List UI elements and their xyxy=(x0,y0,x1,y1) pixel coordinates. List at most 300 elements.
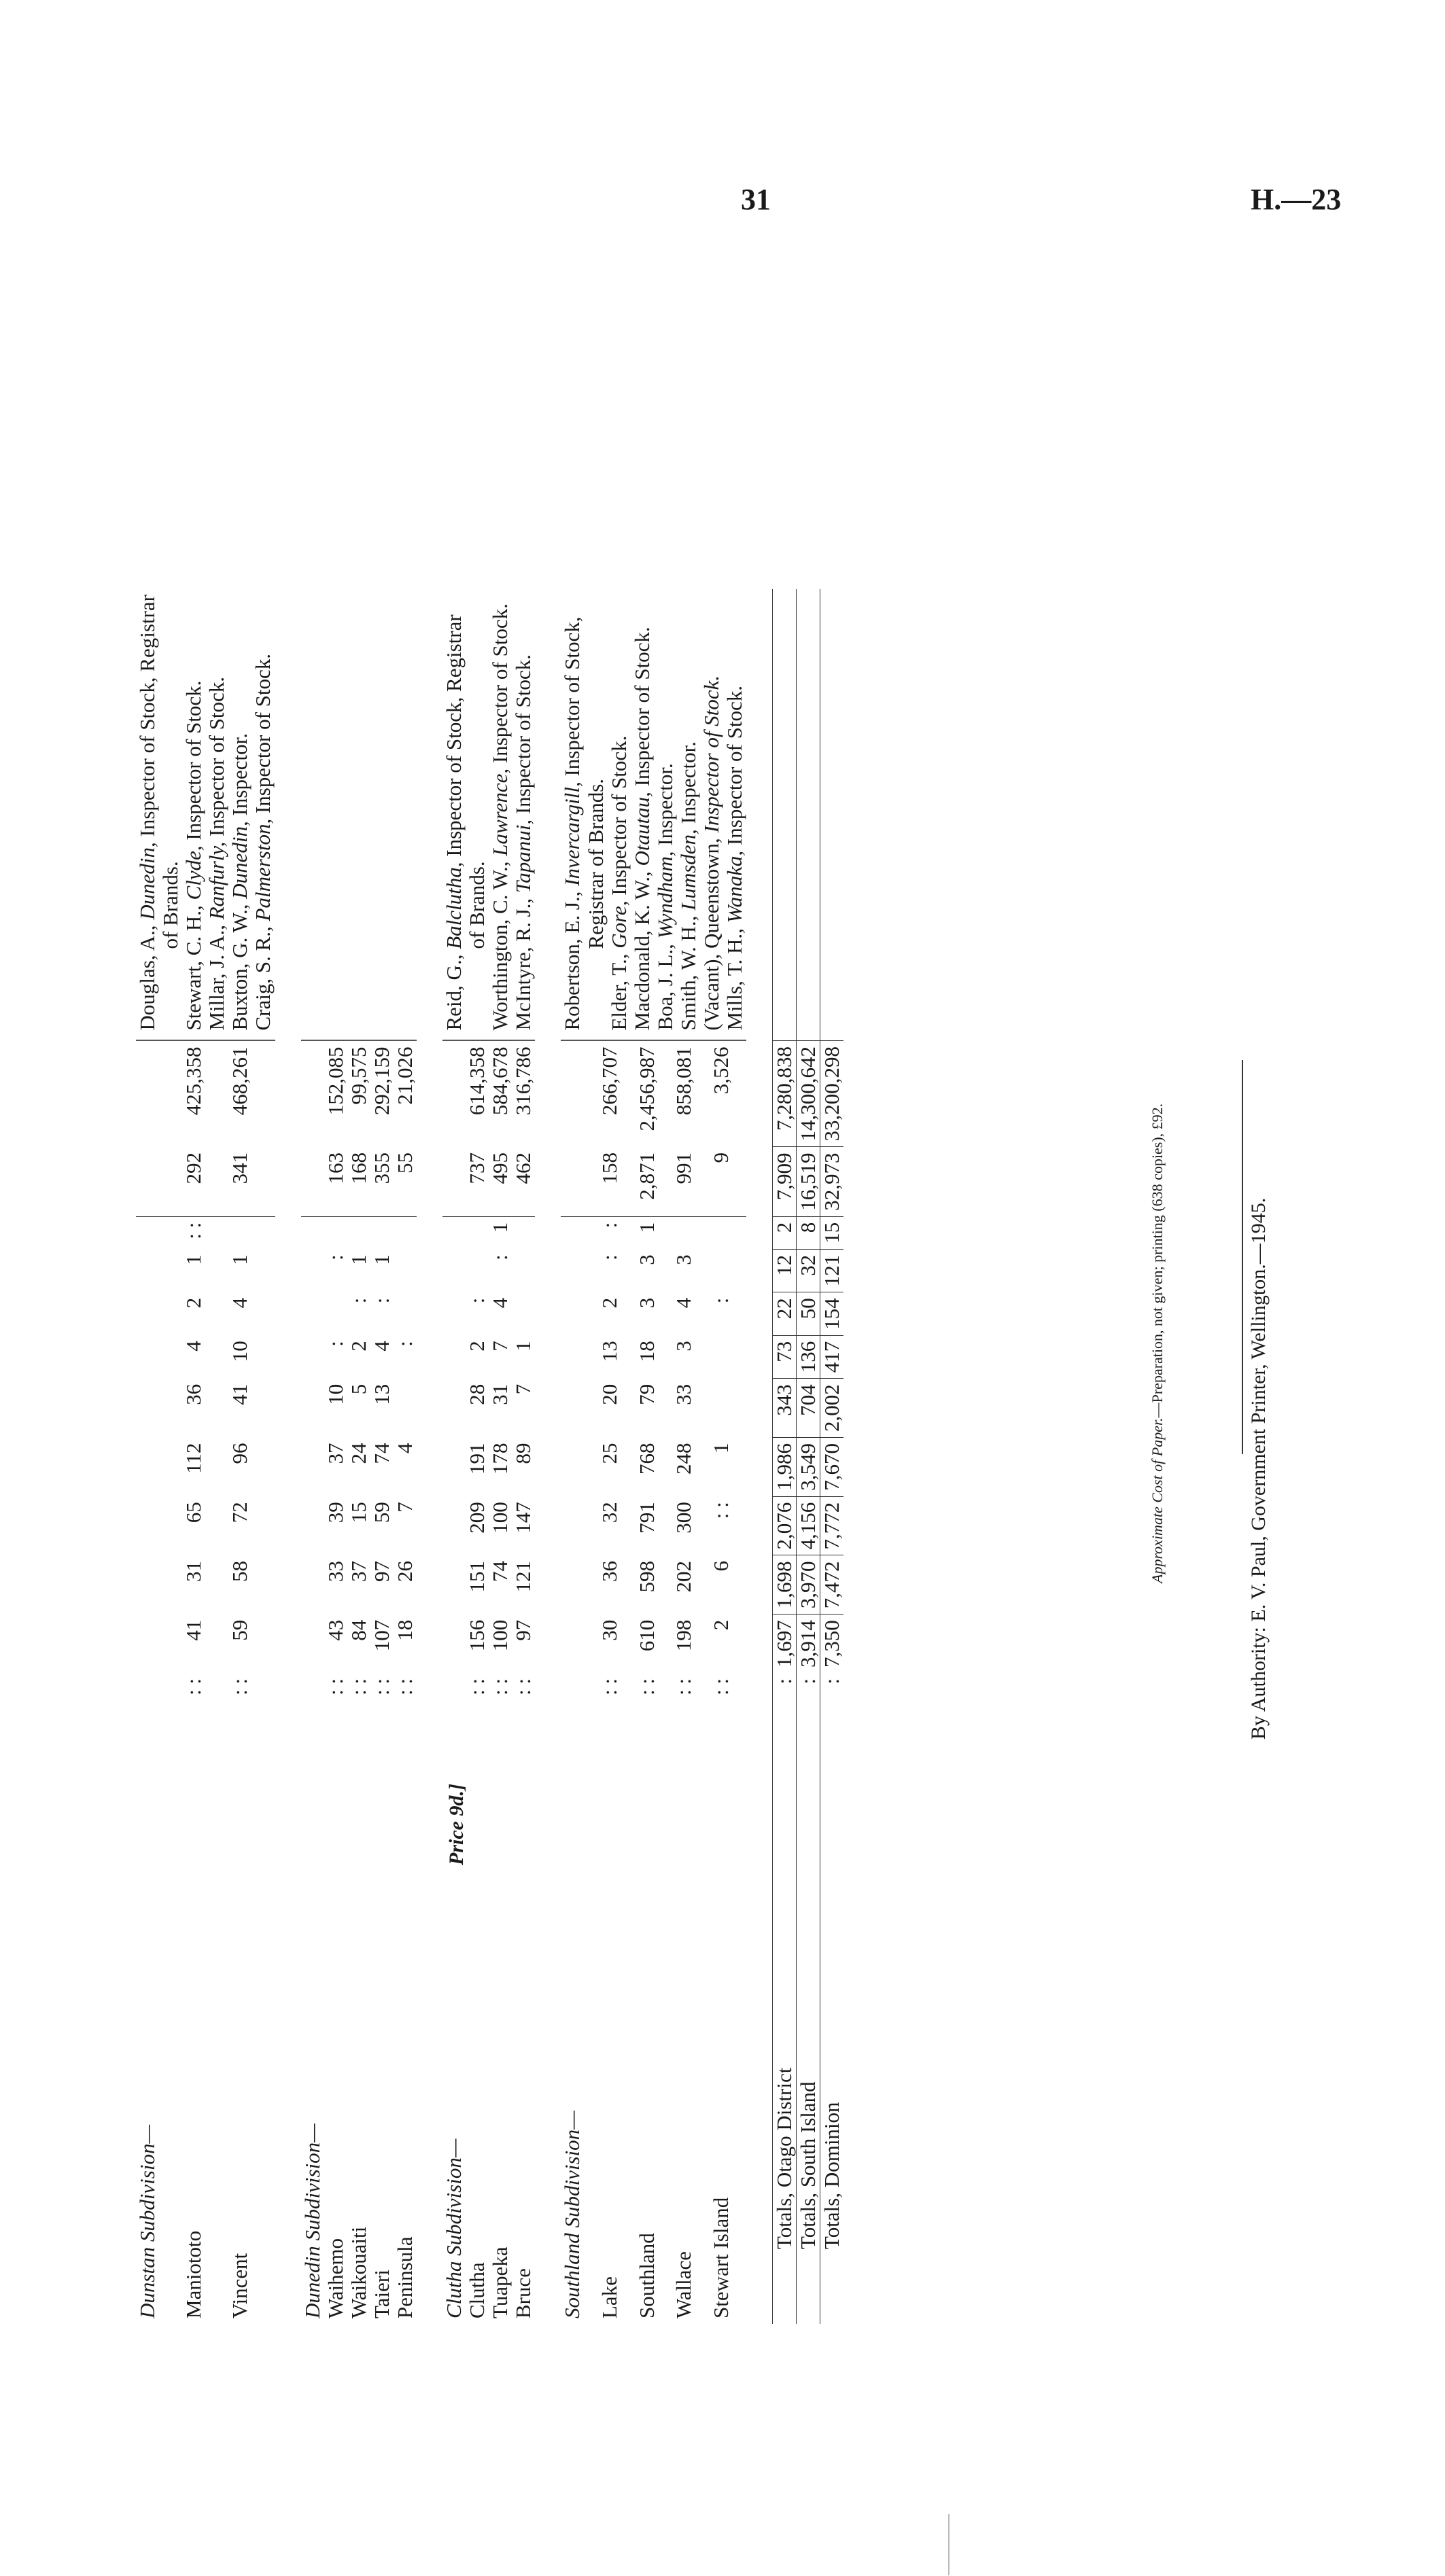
value-cell: 316,786 xyxy=(511,1046,536,1116)
county-name xyxy=(636,1673,673,2324)
value-cell: 37 xyxy=(346,1561,370,1582)
value-cell: 43 xyxy=(323,1619,347,1641)
value-cell: 147 xyxy=(511,1502,536,1534)
subdivision-title: Southland Subdivision— xyxy=(560,2111,585,2318)
empty-cell xyxy=(820,589,844,1040)
value-cell: 163 xyxy=(324,1147,347,1216)
value-cell: : : xyxy=(708,1502,733,1519)
inspector-text: W. H., xyxy=(676,910,700,970)
empty-cell xyxy=(561,1292,598,1336)
empty-cell xyxy=(301,1216,324,1249)
value-cell xyxy=(347,1216,370,1249)
value-cell xyxy=(394,1249,417,1292)
value-cell xyxy=(394,1292,417,1336)
county-name xyxy=(228,1673,275,2324)
place-name: Invercargill, xyxy=(560,776,585,886)
value-cell: 2,456,987 xyxy=(634,1046,659,1131)
document-reference: H.—23 xyxy=(1251,183,1342,216)
leader-dots: : xyxy=(820,1678,844,1684)
empty-cell xyxy=(442,1438,466,1497)
inspector-text: Inspector of Stock. xyxy=(629,627,654,787)
value-cell: 737 xyxy=(466,1147,489,1216)
empty-cell xyxy=(561,1147,598,1216)
empty-cell xyxy=(442,1147,466,1216)
value-cell: 25 xyxy=(597,1443,621,1464)
value-cell: 20 xyxy=(597,1383,621,1405)
totals-value-cell: 1,697 xyxy=(773,1615,797,1673)
empty-cell xyxy=(301,1438,324,1497)
inspector-text: Robertson, xyxy=(560,933,585,1031)
value-cell xyxy=(370,1216,394,1249)
value-cell xyxy=(512,1292,535,1336)
inspector-line xyxy=(677,595,700,1030)
spacer-row xyxy=(417,589,442,2324)
place-name: Lumsden, xyxy=(676,824,700,911)
subdivision-heading-row xyxy=(136,589,182,2324)
value-cell: 28 xyxy=(465,1383,489,1405)
value-cell: 2 xyxy=(346,1341,370,1352)
empty-cell xyxy=(561,1555,598,1615)
subdivision-heading-row xyxy=(301,589,324,2324)
value-cell: 341 xyxy=(228,1147,275,1216)
value-cell: 36 xyxy=(597,1561,621,1582)
totals-value-cell: 1,986 xyxy=(773,1438,797,1497)
empty-cell xyxy=(136,1292,182,1336)
county-label: Bruce xyxy=(511,2268,536,2318)
spacer-cell xyxy=(746,589,773,2324)
value-cell: 1 xyxy=(488,1222,512,1233)
totals-value-cell: 2,002 xyxy=(820,1379,844,1438)
value-cell: 266,707 xyxy=(597,1046,621,1116)
empty-cell xyxy=(301,1147,324,1216)
value-cell: : xyxy=(488,1254,512,1260)
value-cell: : xyxy=(369,1297,394,1304)
totals-value-cell: 32 xyxy=(797,1249,820,1292)
inspector-text: Elder, xyxy=(606,975,631,1031)
spacer-row xyxy=(535,589,561,2324)
totals-value-cell: 33,200,298 xyxy=(820,1041,844,1148)
empty-cell xyxy=(442,1615,466,1673)
printer-authority: By Authority: E. V. Paul, Government Printer, Wellington.—1945. xyxy=(1247,1197,1270,1740)
inspector-text: Inspector of Stock. xyxy=(251,653,275,814)
inspector-cell xyxy=(561,589,746,1040)
inspector-text: Inspector of Stock. xyxy=(488,603,512,764)
value-cell: 2,871 xyxy=(636,1147,673,1216)
value-cell: 1 xyxy=(346,1254,370,1265)
value-cell xyxy=(710,1249,747,1292)
inspector-text: G., xyxy=(442,949,466,981)
empty-cell xyxy=(442,1496,466,1555)
spacer-row xyxy=(746,589,773,2324)
value-cell: 18 xyxy=(392,1619,417,1641)
value-cell: 3 xyxy=(634,1254,659,1265)
value-cell: 107 xyxy=(369,1619,394,1652)
totals-value-cell: 12 xyxy=(773,1249,797,1292)
value-cell: 4 xyxy=(369,1341,394,1352)
value-cell xyxy=(512,1216,535,1249)
value-cell: 18 xyxy=(634,1341,659,1362)
value-cell xyxy=(512,1249,535,1292)
value-cell: 89 xyxy=(511,1443,536,1464)
empty-cell xyxy=(301,1496,324,1555)
value-cell: 36 xyxy=(181,1383,206,1405)
value-cell xyxy=(672,1216,710,1249)
value-cell: 191 xyxy=(465,1443,489,1475)
value-cell: 198 xyxy=(672,1619,696,1652)
leader-dots: : : xyxy=(346,1678,370,1695)
county-name xyxy=(394,1673,417,2324)
totals-value-cell: 50 xyxy=(797,1292,820,1336)
totals-value-cell: 7,772 xyxy=(820,1496,844,1555)
empty-cell xyxy=(797,589,820,1040)
value-cell: 292,159 xyxy=(369,1046,394,1116)
place-name: Otautau, xyxy=(629,786,654,866)
value-cell: 84 xyxy=(346,1619,370,1641)
value-cell: 858,081 xyxy=(672,1046,696,1116)
inspector-line: of Brands. xyxy=(465,861,489,949)
place-name: Palmerston, xyxy=(251,813,275,921)
place-name: Lawrence, xyxy=(488,763,512,856)
edge-mark xyxy=(948,2514,950,2575)
totals-value-cell: 16,519 xyxy=(797,1147,820,1216)
leader-dots: : : xyxy=(323,1678,347,1695)
value-cell: 598 xyxy=(634,1561,659,1593)
county-label: Taieri xyxy=(369,2270,394,2318)
empty-cell xyxy=(301,1615,324,1673)
inspector-line xyxy=(723,595,746,1030)
inspector-text: K. W., xyxy=(629,866,654,925)
totals-label-text: Totals, South Island xyxy=(796,2081,820,2249)
inspector-text: Inspector of Stock. xyxy=(181,680,206,841)
value-cell xyxy=(324,1216,347,1249)
subdivision-heading-row xyxy=(561,589,598,2324)
value-cell: 9 xyxy=(710,1147,747,1216)
inspector-cell xyxy=(301,589,417,1040)
county-label: Wallace xyxy=(672,2251,696,2318)
totals-label-text: Totals, Otago District xyxy=(772,2067,797,2249)
inspector-text: Inspector of Stock. xyxy=(722,686,747,846)
empty-cell xyxy=(773,589,797,1040)
value-cell: 97 xyxy=(369,1561,394,1582)
totals-value-cell: 7,350 xyxy=(820,1615,844,1673)
value-cell: 2 xyxy=(708,1619,733,1631)
subdivision-title: Clutha Subdivision— xyxy=(442,2138,466,2318)
empty-cell xyxy=(561,1438,598,1497)
empty-cell xyxy=(136,1496,182,1555)
value-cell: 33 xyxy=(323,1561,347,1582)
inspector-line xyxy=(136,595,159,1030)
value-cell: 4 xyxy=(392,1443,417,1453)
inspector-text: Macdonald, xyxy=(629,925,654,1031)
value-cell: 156 xyxy=(465,1619,489,1652)
empty-cell xyxy=(442,1335,466,1379)
value-cell: 178 xyxy=(488,1443,512,1475)
value-cell: 1 xyxy=(634,1222,659,1233)
place-name: Ranfurly, xyxy=(205,836,229,920)
value-cell: 31 xyxy=(181,1561,206,1582)
value-cell: 6 xyxy=(708,1561,733,1572)
county-name xyxy=(598,1673,636,2324)
totals-row xyxy=(797,589,820,2324)
inspector-text: Queenstown, xyxy=(699,832,723,949)
place-name: Balclutha, xyxy=(442,856,466,949)
inspector-line xyxy=(489,595,512,1030)
empty-cell xyxy=(442,1292,466,1336)
inspector-text: A., xyxy=(135,919,159,951)
totals-value-cell: 704 xyxy=(797,1379,820,1438)
inspector-text: J. L., xyxy=(652,938,677,987)
value-cell: 65 xyxy=(181,1502,206,1523)
inspector-line xyxy=(700,595,723,1030)
leader-dots: : : xyxy=(181,1678,206,1695)
place-name: Wyndham, xyxy=(652,845,677,939)
empty-cell xyxy=(561,1496,598,1555)
value-cell: 1 xyxy=(511,1341,536,1352)
value-cell: 55 xyxy=(394,1147,417,1216)
totals-label xyxy=(820,1673,844,2324)
inspector-text: Mills, xyxy=(722,976,747,1031)
spacer-cell xyxy=(535,589,561,2324)
inspector-text: Smith, xyxy=(676,970,700,1031)
value-cell: : xyxy=(597,1254,621,1260)
empty-cell xyxy=(442,1249,466,1292)
spacer-cell xyxy=(275,589,301,2324)
empty-cell xyxy=(442,1555,466,1615)
inspector-cell xyxy=(136,589,275,1040)
totals-value-cell: 15 xyxy=(820,1216,844,1249)
inspector-line xyxy=(251,595,275,1030)
inspector-text: Inspector. xyxy=(676,741,700,824)
value-cell: 425,358 xyxy=(181,1046,206,1116)
totals-value-cell: 3,970 xyxy=(797,1555,820,1615)
value-cell: : xyxy=(597,1222,621,1229)
totals-value-cell: 14,300,642 xyxy=(797,1041,820,1148)
county-label: Maniototo xyxy=(181,2230,206,2318)
value-cell: 584,678 xyxy=(488,1046,512,1116)
value-cell: 30 xyxy=(597,1619,621,1641)
totals-label-text: Totals, Dominion xyxy=(820,2102,844,2249)
inspector-text: S. R., xyxy=(251,921,275,974)
value-cell: 13 xyxy=(597,1341,621,1362)
value-cell: 37 xyxy=(323,1443,347,1464)
value-cell: 41 xyxy=(181,1619,206,1641)
inspector-text: Inspector of Stock. xyxy=(606,735,631,896)
value-cell: 202 xyxy=(672,1561,696,1593)
inspector-text: T. H., xyxy=(722,923,747,976)
value-cell: 248 xyxy=(672,1443,696,1475)
value-cell: 4 xyxy=(181,1341,206,1352)
totals-label xyxy=(797,1673,820,2324)
spacer-row xyxy=(275,589,301,2324)
value-cell: 59 xyxy=(369,1502,394,1523)
price-note: Price 9d.] xyxy=(445,1784,468,1865)
value-cell: 495 xyxy=(489,1147,512,1216)
empty-cell xyxy=(301,1249,324,1292)
value-cell: : xyxy=(323,1254,347,1260)
place-name: Gore, xyxy=(606,895,631,949)
empty-cell xyxy=(561,1335,598,1379)
value-cell: 15 xyxy=(346,1502,370,1523)
inspector-text: Boa, xyxy=(652,986,677,1031)
county-name xyxy=(512,1673,535,2324)
value-cell: 112 xyxy=(181,1443,206,1474)
value-cell: : : xyxy=(181,1222,206,1239)
leader-dots: : : xyxy=(392,1678,417,1695)
value-cell: 26 xyxy=(392,1561,417,1582)
county-name xyxy=(347,1673,370,2324)
inspector-cell xyxy=(442,589,535,1040)
value-cell: 96 xyxy=(228,1443,252,1464)
subdivision-heading-row xyxy=(442,589,466,2324)
county-label: Waihemo xyxy=(323,2238,347,2318)
inspector-text: Inspector of Stock, xyxy=(560,616,585,777)
value-cell: 24 xyxy=(346,1443,370,1464)
leader-dots: : : xyxy=(488,1678,512,1695)
totals-value-cell: 2,076 xyxy=(773,1496,797,1555)
totals-value-cell: 7,909 xyxy=(773,1147,797,1216)
county-label: Tuapeka xyxy=(488,2246,512,2318)
totals-value-cell: 4,156 xyxy=(797,1496,820,1555)
value-cell: 3,526 xyxy=(708,1046,733,1095)
value-cell: 59 xyxy=(228,1619,252,1641)
place-name: Tapanui, xyxy=(511,814,536,894)
value-cell: 10 xyxy=(228,1341,252,1362)
value-cell: 2 xyxy=(597,1297,621,1309)
totals-value-cell: 8 xyxy=(797,1216,820,1249)
inspector-text: Inspector of Stock, xyxy=(442,691,466,857)
empty-cell xyxy=(136,1216,182,1249)
value-cell: 768 xyxy=(634,1443,659,1475)
value-cell: 100 xyxy=(488,1619,512,1652)
leader-dots: : : xyxy=(228,1678,252,1695)
value-cell: : xyxy=(323,1341,347,1347)
inspector-text: G. W., xyxy=(228,898,252,958)
leader-dots: : : xyxy=(672,1678,696,1695)
value-cell: : xyxy=(346,1297,370,1304)
leader-dots: : : xyxy=(511,1678,536,1695)
totals-label xyxy=(773,1673,797,2324)
empty-cell xyxy=(136,1335,182,1379)
value-cell: 7 xyxy=(392,1502,417,1513)
inspector-text: Douglas, xyxy=(135,951,159,1031)
page-number: 31 xyxy=(741,183,771,216)
totals-value-cell: 417 xyxy=(820,1335,844,1379)
empty-cell xyxy=(301,1335,324,1379)
inspector-text: McIntyre, xyxy=(511,941,536,1031)
totals-row xyxy=(820,589,844,2324)
county-name xyxy=(370,1673,394,2324)
inspector-line: Registrar of Brands. xyxy=(583,778,608,949)
inspector-text: Buxton, xyxy=(228,957,252,1031)
value-cell: 462 xyxy=(512,1147,535,1216)
totals-value-cell: 343 xyxy=(773,1379,797,1438)
place-name: Inspector of Stock. xyxy=(699,675,723,833)
county-name xyxy=(182,1673,228,2324)
value-cell: 4 xyxy=(228,1297,252,1309)
value-cell: 32 xyxy=(597,1502,621,1523)
totals-value-cell: 3,549 xyxy=(797,1438,820,1497)
leader-dots: : xyxy=(772,1678,797,1684)
value-cell: 3 xyxy=(672,1341,696,1352)
leader-dots: : : xyxy=(369,1678,394,1695)
value-cell: 3 xyxy=(634,1297,659,1309)
empty-cell xyxy=(301,1041,324,1148)
empty-cell xyxy=(442,1379,466,1438)
value-cell: 4 xyxy=(672,1297,696,1309)
totals-value-cell: 154 xyxy=(820,1292,844,1336)
value-cell xyxy=(710,1335,747,1379)
cost-note xyxy=(1149,1104,1166,1583)
empty-cell xyxy=(561,1379,598,1438)
empty-cell xyxy=(136,1249,182,1292)
value-cell: 97 xyxy=(511,1619,536,1641)
value-cell: 41 xyxy=(228,1383,252,1405)
inspector-text: J. A., xyxy=(205,919,229,968)
empty-cell xyxy=(136,1555,182,1615)
inspector-line xyxy=(228,595,251,1030)
inspector-line xyxy=(561,595,584,1030)
value-cell: 10 xyxy=(323,1383,347,1405)
inspector-text: Inspector of Stock. xyxy=(205,676,229,836)
value-cell xyxy=(466,1216,489,1249)
empty-cell xyxy=(136,1438,182,1497)
value-cell: 610 xyxy=(634,1619,659,1652)
value-cell: 4 xyxy=(488,1297,512,1309)
value-cell: 7 xyxy=(511,1383,536,1395)
county-name xyxy=(489,1673,512,2324)
value-cell: : xyxy=(465,1297,489,1304)
value-cell: : xyxy=(392,1341,417,1347)
county-label: Waikouaiti xyxy=(346,2226,370,2318)
inspector-text: Registrar xyxy=(442,614,466,692)
totals-value-cell: 136 xyxy=(797,1335,820,1379)
place-name: Dunedin, xyxy=(228,815,252,899)
inspector-text: Inspector of Stock, xyxy=(135,671,159,837)
value-cell xyxy=(710,1379,747,1438)
place-name: Wanaka, xyxy=(722,845,747,923)
totals-value-cell: 7,670 xyxy=(820,1438,844,1497)
county-label: Clutha xyxy=(465,2262,489,2318)
inspector-text: T., xyxy=(606,948,631,976)
value-cell xyxy=(324,1292,347,1336)
rotated-table-area xyxy=(136,251,952,2324)
inspector-text: R. J., xyxy=(511,893,536,942)
value-cell: 21,026 xyxy=(392,1046,417,1105)
empty-cell xyxy=(136,1379,182,1438)
county-label: Southland xyxy=(634,2233,659,2318)
inspector-line xyxy=(442,595,466,1030)
county-name xyxy=(672,1673,710,2324)
value-cell: 79 xyxy=(634,1383,659,1405)
value-cell: 300 xyxy=(672,1502,696,1534)
inspector-text: (Vacant), xyxy=(699,949,723,1031)
value-cell: 3 xyxy=(672,1254,696,1265)
inspector-text: Worthington, xyxy=(488,914,512,1031)
county-label: Vincent xyxy=(228,2253,252,2318)
totals-value-cell: 3,914 xyxy=(797,1615,820,1673)
totals-row xyxy=(773,589,797,2324)
inspector-line: of Brands. xyxy=(158,861,183,949)
leader-dots: : : xyxy=(708,1678,733,1695)
county-label: Stewart Island xyxy=(708,2197,733,2318)
value-cell: 468,261 xyxy=(228,1046,252,1116)
value-cell: 209 xyxy=(465,1502,489,1534)
inspector-line xyxy=(631,595,654,1030)
leader-dots: : : xyxy=(634,1678,659,1695)
value-cell: 121 xyxy=(511,1561,536,1593)
value-cell: 1 xyxy=(708,1443,733,1453)
county-label: Peninsula xyxy=(392,2236,417,2318)
